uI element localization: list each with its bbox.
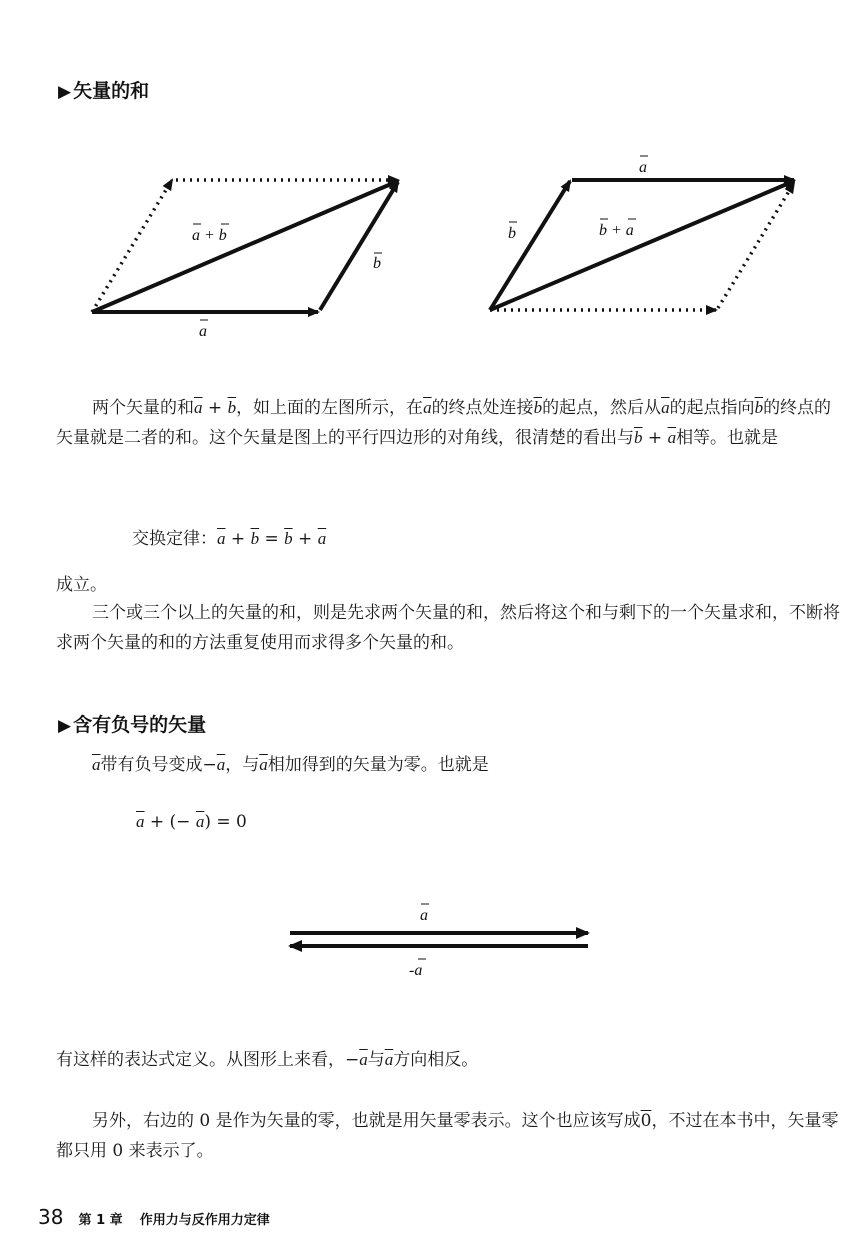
paragraph-vector-sum: 两个矢量的和$\overline{a} + \overline{b}$，如上面的左图所示，在$\overline{a}$的终点处连接$\overline{b}$的起点，然后从$\overline{a}$的起点指向$\overline{b}$的终点的矢量就是二者的和。这个矢量是图上的平行四边形的对角线，很清楚的看出与$\overline{b} + \overline{a}$相等。也就是: [56, 398, 832, 448]
right-b-label: b: [508, 225, 516, 242]
chapter-title: 作用力与反作用力定律: [139, 1213, 270, 1228]
page-number: 38: [38, 1205, 64, 1229]
right-sum-label: b + a: [599, 222, 634, 239]
chapter-number: 第 1 章: [78, 1213, 123, 1228]
section-heading-vector-sum: ▶ 矢量的和: [58, 80, 150, 102]
left-b-label: b: [373, 255, 381, 272]
right-label-vector-bars: [509, 156, 648, 222]
paragraph-opposite-direction: 有这样的表达式定义。从图形上来看，$-\overline{a}$与$\overline{a}$方向相反。: [56, 1050, 479, 1070]
left-sum-vector: [92, 181, 398, 312]
triangle-bullet-icon: ▶: [58, 716, 72, 736]
paragraph-multiple-vectors: 三个或三个以上的矢量的和，则是先求两个矢量的和，然后将这个和与剩下的一个矢量求和，不断将求两个矢量的和的方法重复使用而求得多个矢量的和。: [56, 603, 840, 653]
left-sum-label: a + b: [192, 227, 227, 244]
section-heading-negative-vector: ▶ 含有负号的矢量: [58, 714, 207, 736]
right-a-label: a: [639, 159, 647, 176]
paragraph-holds: 成立。: [56, 575, 107, 595]
vector-a-label: a: [420, 907, 428, 924]
figure2-label-vector-bars: [418, 904, 429, 959]
paragraph-negative: $\overline{a}$带有负号变成$-\overline{a}$，与$\overline{a}$相加得到的矢量为零。也就是: [92, 755, 489, 775]
triangle-bullet-icon: ▶: [58, 82, 72, 102]
left-b-vector: [320, 182, 398, 310]
right-b-vector: [490, 181, 570, 310]
paragraph-zero-vector: 另外，右边的 0 是作为矢量的零，也就是用矢量零表示。这个也应该写成0，不过在本书中，矢量零都只用 0 来表示了。: [56, 1111, 839, 1161]
figure-vector-addition: [0, 0, 850, 360]
commutative-law: 交换定律：$\overline{a} + \overline{b} = \overline{b} + \overline{a}$: [132, 529, 327, 549]
right-sum-vector: [490, 181, 794, 310]
page-footer: [38, 1205, 270, 1229]
left-dotted-b-vector: [92, 180, 172, 312]
right-dotted-b-vector: [718, 183, 794, 308]
vector-neg-a-label: -a: [409, 962, 423, 979]
equation-zero-sum: $\overline{a}$ + (− $\overline{a}) = 0$: [136, 812, 247, 832]
left-a-label: a: [199, 323, 207, 340]
